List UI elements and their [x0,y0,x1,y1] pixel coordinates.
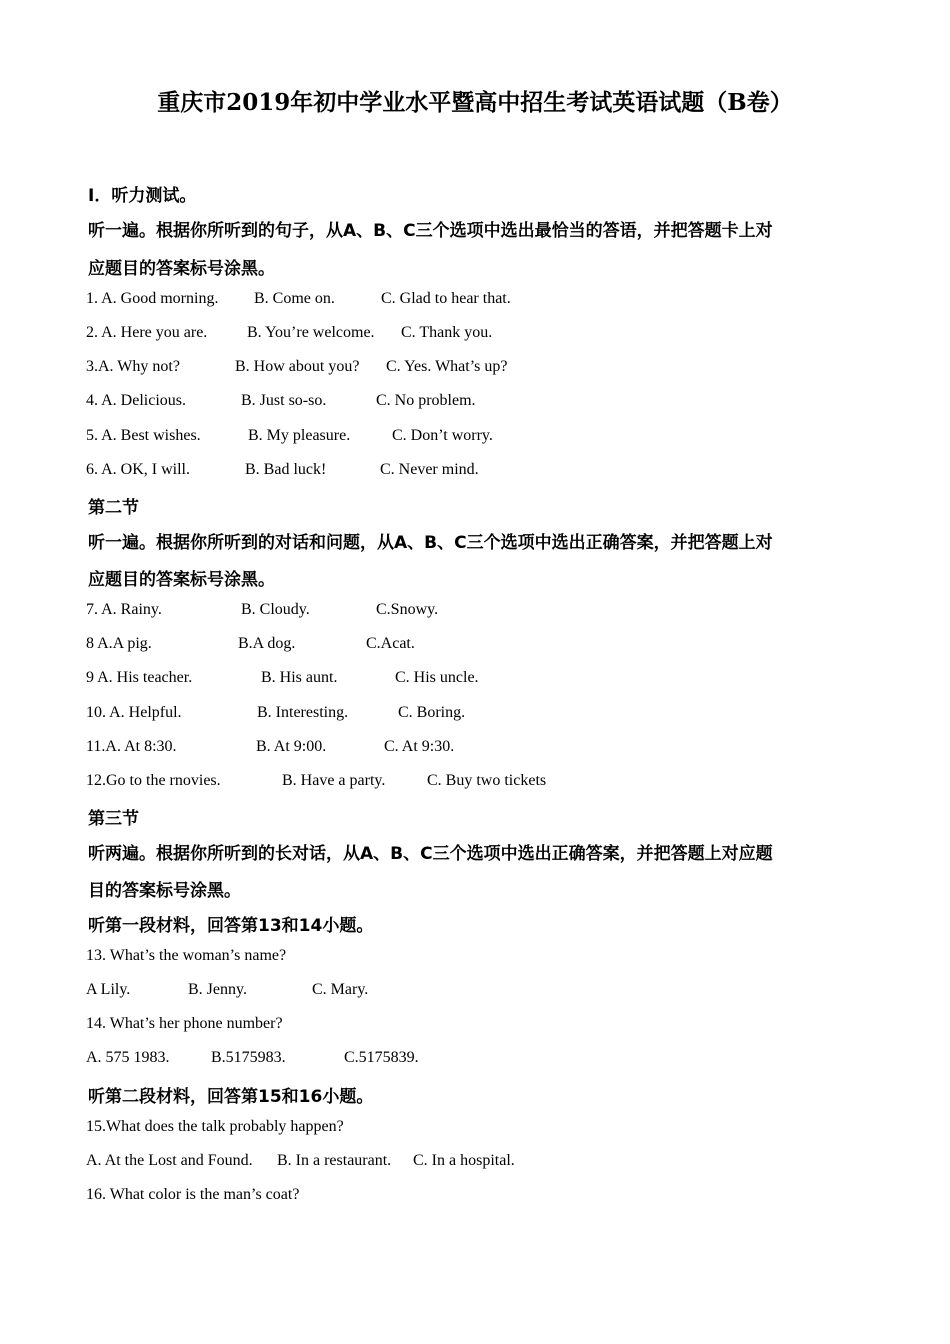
option-c: C.Acat. [366,635,415,652]
option-b: B. Jenny. [188,981,247,998]
option-c: C. Mary. [312,981,369,998]
option-b: B. Cloudy. [241,601,310,618]
option-c: C. No problem. [376,392,476,409]
option-b: B. My pleasure. [248,427,351,444]
option-c: C. Buy two tickets [427,772,547,789]
option-b: B. At 9:00. [256,738,327,755]
option-c: C. Glad to hear that. [381,290,511,307]
option-b: B. Just so-so. [241,392,327,409]
question-14: 14. What’s her phone number? [86,1015,283,1032]
option-c: C. Never mind. [380,461,479,478]
option-a: 3.A. Why not? [86,358,180,375]
option-a: 10. A. Helpful. [86,704,182,721]
option-a: 11.A. At 8:30. [86,738,177,755]
option-b: B. His aunt. [261,669,338,686]
option-a: A. 575 1983. [86,1049,170,1066]
option-b: B. Interesting. [257,704,349,721]
instruction-line: 应题目的答案标号涂黑。 [88,259,275,279]
option-b: B. Have a party. [282,772,386,789]
option-b: B.5175983. [211,1049,286,1066]
section-heading-part2: 第二节 [88,498,139,518]
option-a: 12.Go to the rnovies. [86,772,221,789]
option-a: 4. A. Delicious. [86,392,186,409]
option-b: B.A dog. [238,635,296,652]
option-c: C. At 9:30. [384,738,455,755]
material-heading: 听第一段材料，回答第13和14小题。 [88,916,374,936]
option-a: 6. A. OK, I will. [86,461,190,478]
page-title: 重庆市2019年初中学业水平暨高中招生考试英语试题（B卷） [157,89,793,116]
option-a: 8 A.A pig. [86,635,152,652]
option-b: B. Come on. [254,290,335,307]
option-c: C.5175839. [344,1049,419,1066]
instruction-line: 听一遍。根据你所听到的句子，从A、B、C三个选项中选出最恰当的答语，并把答题卡上对 [88,221,773,241]
option-b: B. How about you? [235,358,360,375]
question-13: 13. What’s the woman’s name? [86,947,287,964]
option-c: C. Boring. [398,704,466,721]
option-b: B. Bad luck! [245,461,327,478]
question-15: 15.What does the talk probably happen? [86,1118,344,1135]
option-a: 5. A. Best wishes. [86,427,201,444]
option-a: 1. A. Good morning. [86,290,219,307]
option-a: 9 A. His teacher. [86,669,193,686]
option-b: B. In a restaurant. [277,1152,392,1169]
section-heading-listening: I．听力测试。 [88,186,197,206]
option-b: B. You’re welcome. [247,324,375,341]
section-heading-part3: 第三节 [88,809,139,829]
material-heading: 听第二段材料，回答第15和16小题。 [88,1087,374,1107]
option-a: A Lily. [86,981,131,998]
option-c: C. His uncle. [395,669,479,686]
instruction-line: 应题目的答案标号涂黑。 [88,570,275,590]
instruction-line: 目的答案标号涂黑。 [88,881,241,901]
option-c: C. In a hospital. [413,1152,515,1169]
option-a: A. At the Lost and Found. [86,1152,253,1169]
option-c: C. Don’t worry. [392,427,493,444]
option-c: C. Yes. What’s up? [386,358,508,375]
option-a: 2. A. Here you are. [86,324,208,341]
option-c: C. Thank you. [401,324,493,341]
option-c: C.Snowy. [376,601,439,618]
instruction-line: 听两遍。根据你所听到的长对话，从A、B、C三个选项中选出正确答案，并把答题上对应题 [88,844,773,864]
option-a: 7. A. Rainy. [86,601,162,618]
instruction-line: 听一遍。根据你所听到的对话和问题，从A、B、C三个选项中选出正确答案，并把答题上对 [88,533,773,553]
question-16: 16. What color is the man’s coat? [86,1186,300,1203]
